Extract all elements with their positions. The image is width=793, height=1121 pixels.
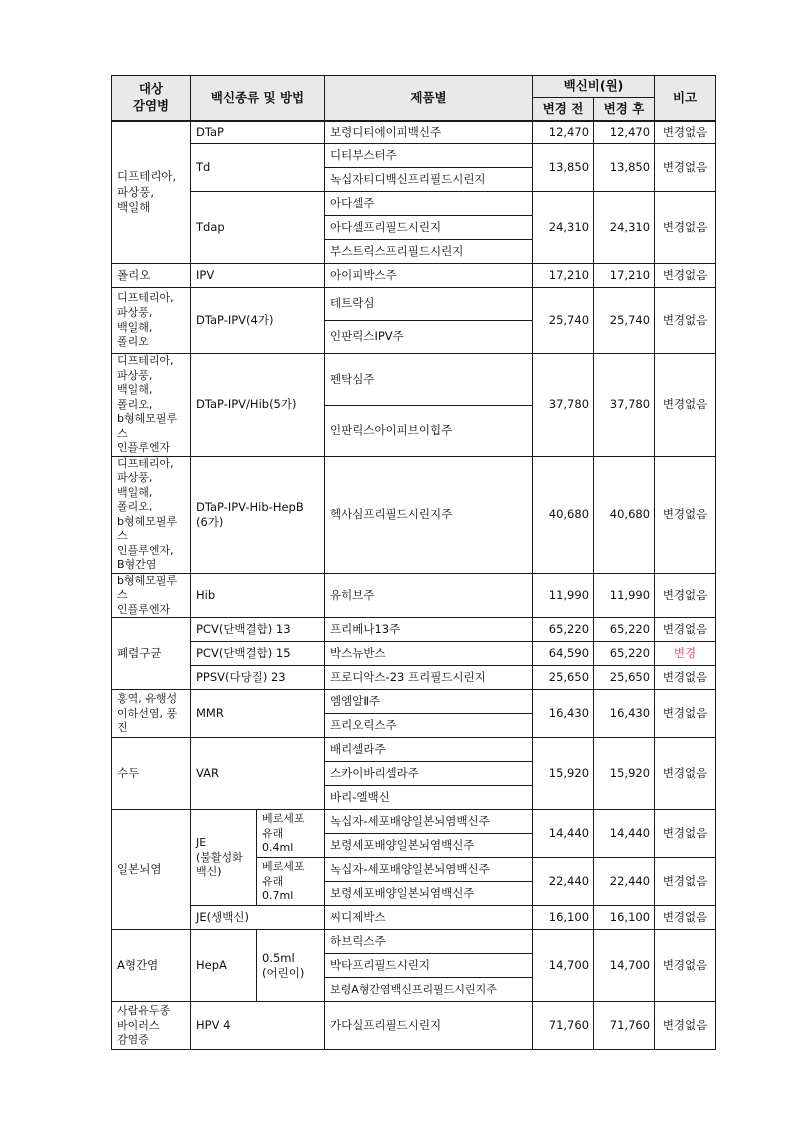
price-after-cell: 24,310	[594, 192, 655, 264]
vaccine-type-cell: JE(생백신)	[191, 906, 325, 930]
product-cell: 디티부스터주	[325, 144, 533, 168]
vaccine-type-cell: HepA	[191, 930, 257, 1002]
remark-cell: 변경없음	[655, 192, 716, 264]
remark-cell: 변경없음	[655, 906, 716, 930]
remark-cell: 변경없음	[655, 738, 716, 810]
price-after-cell: 14,700	[594, 930, 655, 1002]
remark-changed-cell: 변경	[655, 642, 716, 666]
price-before-cell: 13,850	[533, 144, 594, 192]
price-before-cell: 22,440	[533, 858, 594, 906]
product-cell: 아다셀프리필드시린지	[325, 216, 533, 240]
product-cell: 보령세포배양일본뇌염백신주	[325, 882, 533, 906]
price-after-cell: 65,220	[594, 642, 655, 666]
price-after-cell: 22,440	[594, 858, 655, 906]
remark-cell: 변경없음	[655, 858, 716, 906]
product-cell: 아다셀주	[325, 192, 533, 216]
table-row	[112, 738, 716, 762]
header-target-disease: 대상 감염병	[112, 76, 191, 121]
product-cell: 엠엠알Ⅱ주	[325, 690, 533, 714]
vaccine-type-cell: DTaP-IPV-Hib-HepB (6가)	[191, 456, 325, 573]
remark-cell: 변경없음	[655, 573, 716, 618]
table-row	[112, 618, 716, 642]
table-row	[112, 288, 716, 321]
product-cell: 스카이바리셀라주	[325, 762, 533, 786]
price-before-cell: 14,440	[533, 810, 594, 858]
price-before-cell: 71,760	[533, 1002, 594, 1050]
product-cell: 프로디악스-23 프리필드시린지	[325, 666, 533, 690]
product-cell: 씨디제박스	[325, 906, 533, 930]
price-before-cell: 15,920	[533, 738, 594, 810]
price-before-cell: 37,780	[533, 354, 594, 457]
vaccine-type-cell: DTaP-IPV(4가)	[191, 288, 325, 354]
vaccine-subtype-cell: 베로세포 유래 0.4ml	[257, 810, 325, 858]
price-before-cell: 64,590	[533, 642, 594, 666]
vaccine-type-cell: VAR	[191, 738, 325, 810]
remark-cell: 변경없음	[655, 930, 716, 1002]
table-row	[112, 1002, 716, 1050]
header-vaccine-type-method: 백신종류 및 방법	[191, 76, 325, 121]
disease-cell: 폴리오	[112, 264, 191, 288]
header-after: 변경 후	[594, 98, 655, 121]
remark-cell: 변경없음	[655, 144, 716, 192]
remark-cell: 변경없음	[655, 121, 716, 144]
remark-cell: 변경없음	[655, 666, 716, 690]
table-row	[112, 906, 716, 930]
price-before-cell: 65,220	[533, 618, 594, 642]
table-row	[112, 690, 716, 714]
disease-cell: 폐렴구균	[112, 618, 191, 690]
disease-cell: 수두	[112, 738, 191, 810]
header-product: 제품별	[325, 76, 533, 121]
price-before-cell: 11,990	[533, 573, 594, 618]
price-before-cell: 25,740	[533, 288, 594, 354]
disease-cell: 디프테리아, 파상풍, 백일해, 폴리오, b형헤모필루스 인플루엔자	[112, 354, 191, 457]
price-after-cell: 40,680	[594, 456, 655, 573]
disease-cell: 디프테리아, 파상풍, 백일해, 폴리오, b형헤모필루스 인플루엔자, B형간염	[112, 456, 191, 573]
product-cell: 보령세포배양일본뇌염백신주	[325, 834, 533, 858]
table-row	[112, 121, 716, 144]
remark-cell: 변경없음	[655, 618, 716, 642]
remark-cell: 변경없음	[655, 288, 716, 354]
table-row	[112, 642, 716, 666]
header-vaccine-cost: 백신비(원)	[533, 76, 655, 98]
vaccine-subtype-cell: 베로세포 유래 0.7ml	[257, 858, 325, 906]
product-cell: 녹십자-세포배양일본뇌염백신주	[325, 810, 533, 834]
price-after-cell: 16,100	[594, 906, 655, 930]
vaccine-type-cell: JE (불활성화 백신)	[191, 810, 257, 906]
product-cell: 아이피박스주	[325, 264, 533, 288]
product-cell: 프리오릭스주	[325, 714, 533, 738]
table-row	[112, 810, 716, 834]
table-row	[112, 354, 716, 406]
disease-cell: A형간염	[112, 930, 191, 1002]
vaccine-type-cell: IPV	[191, 264, 325, 288]
product-cell: 가다실프리필드시린지	[325, 1002, 533, 1050]
vaccine-type-cell: MMR	[191, 690, 325, 738]
vaccine-cost-table	[111, 75, 716, 1050]
vaccine-type-cell: Tdap	[191, 192, 325, 264]
price-after-cell: 17,210	[594, 264, 655, 288]
remark-cell: 변경없음	[655, 456, 716, 573]
price-after-cell: 15,920	[594, 738, 655, 810]
header-before: 변경 전	[533, 98, 594, 121]
product-cell: 헥사심프리필드시린지주	[325, 456, 533, 573]
table-row	[112, 573, 716, 618]
price-after-cell: 65,220	[594, 618, 655, 642]
product-cell: 인판릭스IPV주	[325, 321, 533, 354]
product-cell: 배리셀라주	[325, 738, 533, 762]
price-before-cell: 16,100	[533, 906, 594, 930]
table-row	[112, 192, 716, 216]
price-before-cell: 24,310	[533, 192, 594, 264]
disease-cell: 사람유두종 바이러스 감염증	[112, 1002, 191, 1050]
product-cell: 박스뉴반스	[325, 642, 533, 666]
price-before-cell: 12,470	[533, 121, 594, 144]
table-row	[112, 930, 716, 954]
price-after-cell: 71,760	[594, 1002, 655, 1050]
disease-cell: 일본뇌염	[112, 810, 191, 930]
product-cell: 보령디티에이피백신주	[325, 121, 533, 144]
disease-cell: 디프테리아, 파상풍, 백일해, 폴리오	[112, 288, 191, 354]
vaccine-type-cell: DTaP-IPV/Hib(5가)	[191, 354, 325, 457]
product-cell: 바리-엘백신	[325, 786, 533, 810]
table-row	[112, 456, 716, 573]
vaccine-type-cell: PCV(단백결합) 15	[191, 642, 325, 666]
remark-cell: 변경없음	[655, 690, 716, 738]
remark-cell: 변경없음	[655, 810, 716, 858]
vaccine-type-cell: PCV(단백결합) 13	[191, 618, 325, 642]
disease-cell: b형헤모필루스 인플루엔자	[112, 573, 191, 618]
price-after-cell: 13,850	[594, 144, 655, 192]
vaccine-type-cell: PPSV(다당질) 23	[191, 666, 325, 690]
price-after-cell: 37,780	[594, 354, 655, 457]
remark-cell: 변경없음	[655, 354, 716, 457]
price-after-cell: 14,440	[594, 810, 655, 858]
price-before-cell: 40,680	[533, 456, 594, 573]
product-cell: 유히브주	[325, 573, 533, 618]
vaccine-type-cell: HPV 4	[191, 1002, 325, 1050]
table-row	[112, 144, 716, 168]
price-before-cell: 14,700	[533, 930, 594, 1002]
vaccine-type-cell: DTaP	[191, 121, 325, 144]
price-before-cell: 17,210	[533, 264, 594, 288]
price-after-cell: 25,650	[594, 666, 655, 690]
product-cell: 녹십자티디백신프리필드시린지	[325, 168, 533, 192]
price-before-cell: 25,650	[533, 666, 594, 690]
product-cell: 보령A형간염백신프리필드시린지주	[325, 978, 533, 1002]
product-cell: 녹십자-세포배양일본뇌염백신주	[325, 858, 533, 882]
product-cell: 박타프리필드시린지	[325, 954, 533, 978]
product-cell: 테트락심	[325, 288, 533, 321]
remark-cell: 변경없음	[655, 264, 716, 288]
price-after-cell: 16,430	[594, 690, 655, 738]
table-row	[112, 264, 716, 288]
table-row	[112, 666, 716, 690]
vaccine-type-cell: Hib	[191, 573, 325, 618]
disease-cell: 홍역, 유행성 이하선염, 풍진	[112, 690, 191, 738]
product-cell: 인판릭스아이피브이힙주	[325, 406, 533, 456]
price-after-cell: 12,470	[594, 121, 655, 144]
remark-cell: 변경없음	[655, 1002, 716, 1050]
product-cell: 프리베나13주	[325, 618, 533, 642]
header-remarks: 비고	[655, 76, 716, 121]
disease-cell: 디프테리아, 파상풍, 백일해	[112, 121, 191, 264]
product-cell: 펜탁심주	[325, 354, 533, 406]
vaccine-type-cell: Td	[191, 144, 325, 192]
price-before-cell: 16,430	[533, 690, 594, 738]
price-after-cell: 11,990	[594, 573, 655, 618]
product-cell: 부스트릭스프리필드시린지	[325, 240, 533, 264]
vaccine-subtype-cell: 0.5ml (어린이)	[257, 930, 325, 1002]
product-cell: 하브릭스주	[325, 930, 533, 954]
price-after-cell: 25,740	[594, 288, 655, 354]
